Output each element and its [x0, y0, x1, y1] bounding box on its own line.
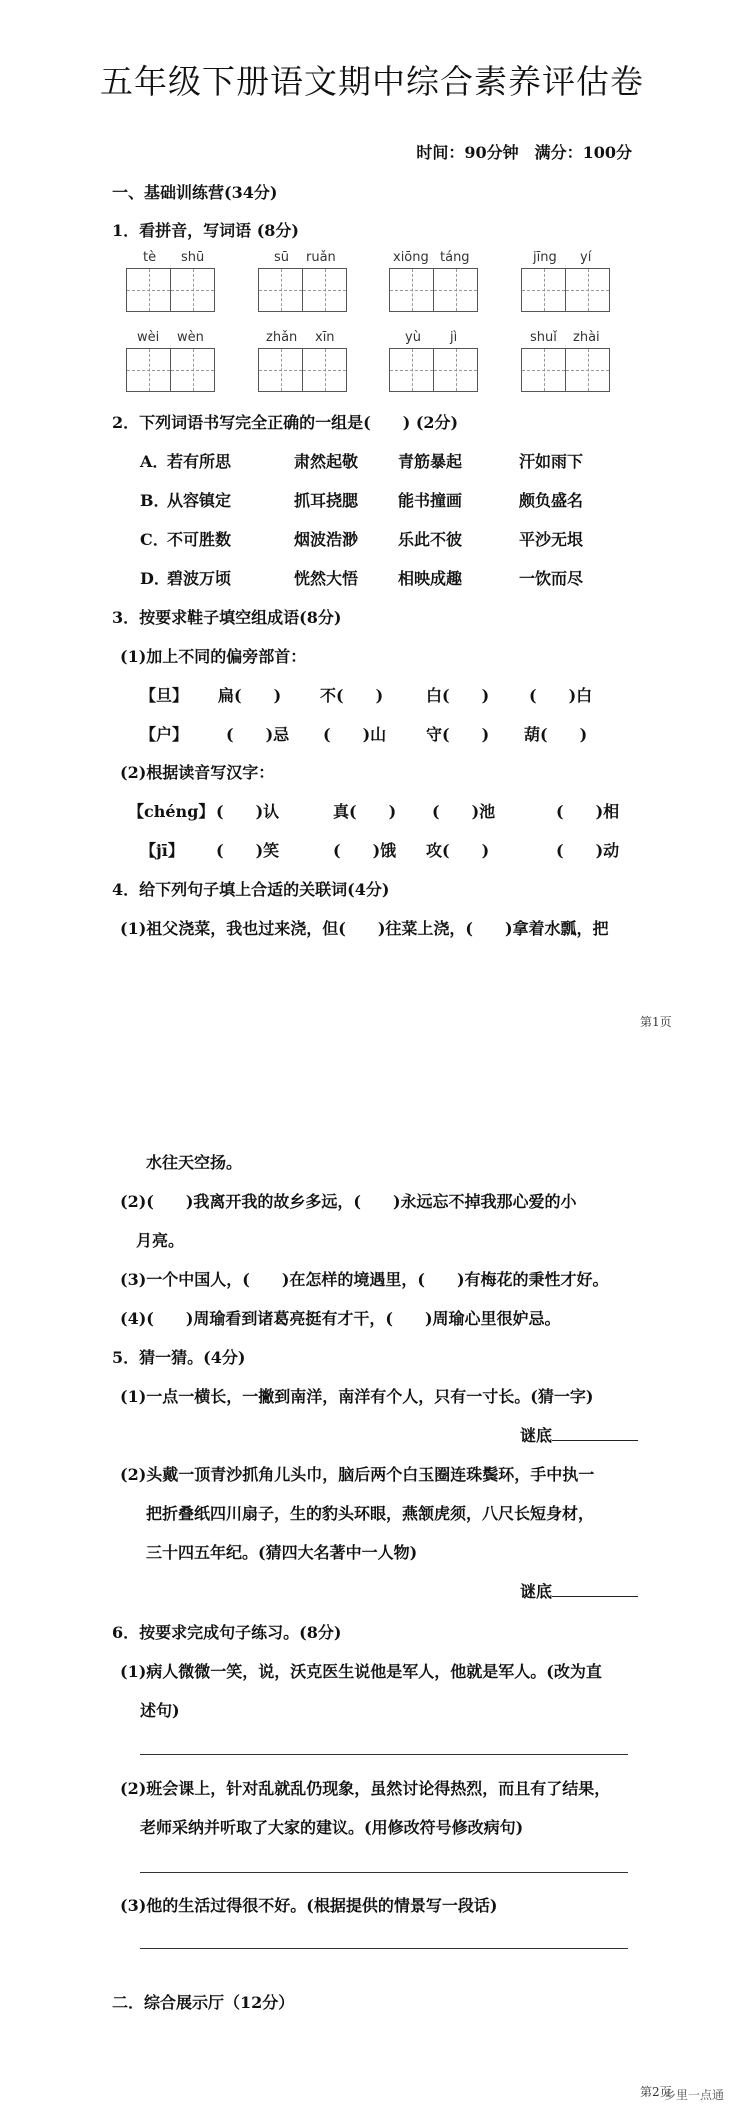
writing-grid[interactable]: [389, 348, 478, 392]
footer-text: 乡里一点通: [664, 2088, 725, 2102]
writing-grid[interactable]: [521, 348, 610, 392]
fill-blank[interactable]: ( )动: [556, 841, 620, 860]
answer-line[interactable]: [140, 1872, 628, 1873]
pinyin: ruǎn: [306, 250, 336, 265]
time-score-info: 时间：90分钟 满分：100分: [416, 143, 632, 162]
q3-sub2: (2)根据读音写汉字：: [120, 763, 275, 782]
writing-grid[interactable]: [258, 268, 347, 312]
option-word: 乐此不彼: [398, 530, 463, 549]
writing-grid[interactable]: [389, 268, 478, 312]
pinyin: jì: [450, 330, 458, 345]
key-char: 【户】: [140, 725, 189, 744]
pinyin: yù: [405, 330, 421, 345]
answer-blank[interactable]: [552, 1426, 638, 1441]
option-word: 相映成趣: [398, 569, 463, 588]
q2-heading: 2．下列词语书写完全正确的一组是( ) (2分): [112, 413, 459, 432]
q4-heading: 4．给下列句子填上合适的关联词(4分): [112, 880, 390, 899]
pinyin: shuǐ: [530, 330, 557, 345]
fill-blank[interactable]: ( )池: [432, 802, 496, 821]
pinyin: xīn: [315, 330, 335, 345]
key-char: 【旦】: [140, 686, 189, 705]
pinyin: sū: [274, 250, 290, 265]
q6-item: (1)病人微微一笑，说，沃克医生说他是军人，他就是军人。(改为直: [120, 1662, 602, 1681]
fill-blank[interactable]: ( )认: [216, 802, 280, 821]
q4-sentence: (4)( )周瑜看到诸葛亮挺有才干，( )周瑜心里很妒忌。: [120, 1309, 561, 1328]
q3-heading: 3．按要求鞋子填空组成语(8分): [112, 608, 342, 627]
q4-sentence: 月亮。: [136, 1231, 185, 1250]
option-word: 一饮而尽: [519, 569, 584, 588]
pinyin: zhǎn: [266, 330, 298, 345]
option-word: 从容镇定: [167, 491, 232, 510]
fill-blank[interactable]: ( )笑: [216, 841, 280, 860]
writing-grid[interactable]: [521, 268, 610, 312]
answer-blank[interactable]: [552, 1582, 638, 1597]
page-number: 第1页: [640, 1015, 672, 1029]
pinyin: wèi: [137, 330, 160, 345]
page-number: 第2页: [640, 2085, 672, 2099]
q6-item: 述句): [140, 1701, 180, 1720]
q4-sentence: (3)一个中国人，( )在怎样的境遇里，( )有梅花的秉性才好。: [120, 1270, 609, 1289]
q1-heading: 1．看拼音，写词语 (8分): [112, 221, 299, 240]
riddle-answer-label: 谜底: [520, 1426, 553, 1445]
answer-line[interactable]: [140, 1754, 628, 1755]
option-word: 颇负盛名: [519, 491, 584, 510]
option-word: 烟波浩渺: [294, 530, 359, 549]
riddle-answer[interactable]: [520, 1423, 638, 1446]
riddle: 三十四五年纪。(猜四大名著中一人物): [146, 1543, 418, 1562]
pinyin: zhài: [573, 330, 600, 345]
pinyin: shū: [181, 250, 205, 265]
riddle: 把折叠纸四川扇子，生的豹头环眼，燕颔虎须，八尺长短身材，: [146, 1504, 595, 1523]
fill-blank[interactable]: ( )白: [529, 686, 593, 705]
q5-heading: 5．猜一猜。(4分): [112, 1348, 246, 1367]
fill-blank[interactable]: ( )忌: [226, 725, 290, 744]
option-word: 肃然起敬: [294, 452, 359, 471]
fill-blank[interactable]: ( )相: [556, 802, 620, 821]
pinyin: wèn: [177, 330, 204, 345]
fill-blank[interactable]: 葫( ): [524, 725, 588, 744]
option-word: 不可胜数: [167, 530, 232, 549]
fill-blank[interactable]: 真( ): [333, 802, 397, 821]
option-label[interactable]: A．: [140, 452, 169, 471]
fill-blank[interactable]: 不( ): [320, 686, 384, 705]
q6-item: 老师采纳并听取了大家的建议。(用修改符号修改病句): [140, 1818, 524, 1837]
riddle-answer-label: 谜底: [520, 1582, 553, 1601]
option-word: 能书撞画: [398, 491, 463, 510]
option-word: 恍然大悟: [294, 569, 359, 588]
answer-line[interactable]: [140, 1948, 628, 1949]
fill-blank[interactable]: 白( ): [426, 686, 490, 705]
q6-item: (2)班会课上，针对乱就乱仍现象，虽然讨论得热烈，而且有了结果，: [120, 1779, 611, 1798]
writing-grid[interactable]: [126, 348, 215, 392]
q6-heading: 6．按要求完成句子练习。(8分): [112, 1623, 342, 1642]
option-label[interactable]: D．: [140, 569, 170, 588]
option-label[interactable]: B．: [140, 491, 170, 510]
riddle: (1)一点一横长，一撇到南洋，南洋有个人，只有一寸长。(猜一字): [120, 1387, 594, 1406]
q4-sentence: (2)( )我离开我的故乡多远，( )永远忘不掉我那心爱的小: [120, 1192, 577, 1211]
key-pinyin: 【jī】: [140, 841, 184, 860]
pinyin: jīng: [533, 250, 557, 265]
fill-blank[interactable]: 扁( ): [218, 686, 282, 705]
q6-item: (3)他的生活过得很不好。(根据提供的情景写一段话): [120, 1896, 498, 1915]
section2-heading: 二．综合展示厅（12分）: [112, 1993, 295, 2012]
option-word: 若有所思: [167, 452, 232, 471]
writing-grid[interactable]: [258, 348, 347, 392]
pinyin: tè: [143, 250, 157, 265]
fill-blank[interactable]: ( )山: [323, 725, 387, 744]
key-pinyin: 【chéng】: [128, 802, 215, 821]
fill-blank[interactable]: ( )饿: [333, 841, 397, 860]
pinyin: xiōng: [393, 250, 429, 265]
pinyin: yí: [580, 250, 592, 265]
option-label[interactable]: C．: [140, 530, 169, 549]
q4-sentence: (1)祖父浇菜，我也过来浇，但( )往菜上浇，( )拿着水瓢，把: [120, 919, 609, 938]
option-word: 平沙无垠: [519, 530, 584, 549]
option-word: 抓耳挠腮: [294, 491, 359, 510]
riddle-answer[interactable]: [520, 1579, 638, 1602]
q3-sub1: (1)加上不同的偏旁部首：: [120, 647, 307, 666]
option-word: 汗如雨下: [519, 452, 584, 471]
fill-blank[interactable]: 攻( ): [426, 841, 490, 860]
section1-heading: 一、基础训练营(34分): [112, 183, 278, 202]
option-word: 青筋暴起: [398, 452, 463, 471]
q4-sentence: 水往天空扬。: [146, 1153, 243, 1172]
fill-blank[interactable]: 守( ): [426, 725, 490, 744]
pinyin: táng: [440, 250, 470, 265]
page-title: 五年级下册语文期中综合素养评估卷: [100, 62, 644, 101]
writing-grid[interactable]: [126, 268, 215, 312]
riddle: (2)头戴一顶青沙抓角儿头巾，脑后两个白玉圈连珠鬓环，手中执一: [120, 1465, 595, 1484]
option-word: 碧波万顷: [167, 569, 232, 588]
